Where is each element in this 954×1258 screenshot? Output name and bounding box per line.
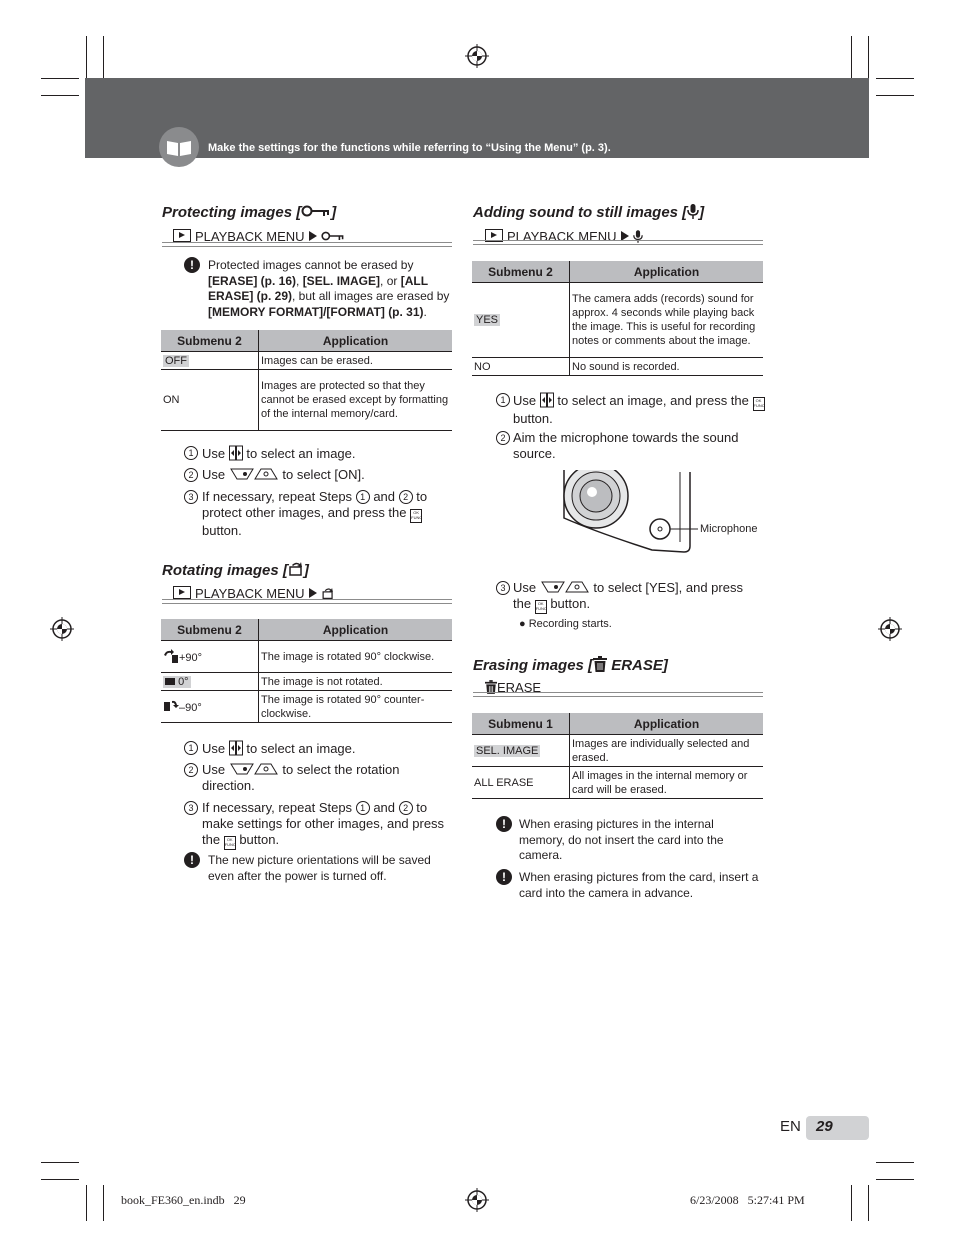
table-row: NO No sound is recorded.	[472, 358, 763, 376]
table-row: 0° The image is not rotated.	[161, 673, 452, 691]
registration-mark-icon	[465, 1188, 489, 1212]
caution-icon: !	[184, 257, 200, 273]
crop-mark	[86, 1185, 87, 1221]
divider	[473, 240, 763, 245]
footer-file: book_FE360_en.indb 29	[121, 1193, 246, 1207]
step-sound-1: Use to select an image, and press the OK FUNC button.	[513, 393, 765, 426]
crop-mark	[876, 95, 914, 96]
bullet-icon: ●	[519, 618, 526, 630]
registration-mark-icon	[878, 617, 902, 641]
language-label: EN	[780, 1118, 801, 1135]
table-row: SEL. IMAGE Images are individually selected and erased.	[472, 735, 763, 767]
crop-mark	[41, 78, 79, 79]
step-number: 1	[184, 446, 198, 460]
caution-icon: !	[184, 852, 200, 868]
caution-protect: Protected images cannot be erased by [ERASE] (p. 16), [SEL. IMAGE], or [ALL ERASE] (p. 29), but all images are erased by [MEMORY FORMAT]/[FORMAT] (p. 31).	[208, 258, 450, 319]
crop-mark	[876, 1162, 914, 1163]
rotate-icon	[288, 561, 304, 577]
rotate-table: Submenu 2 Application +90° The image is rotated 90° clockwise. 0° The image is not rotated. –90° The image is rotated 90° counter-clockwise.	[161, 619, 452, 723]
step-rotate-2: Use to select the rotation direction.	[202, 762, 400, 793]
table-row: ON Images are protected so that they cannot be erased except by formatting of the internal memory/card.	[161, 370, 452, 431]
crop-mark	[868, 1185, 869, 1221]
table-row: OFF Images can be erased.	[161, 352, 452, 370]
section-title-sound: Adding sound to still images [ ]	[473, 204, 705, 221]
step-number: 2	[184, 763, 198, 777]
step-number: 1	[184, 741, 198, 755]
ok-func-button-icon: OK FUNC	[753, 397, 765, 411]
ok-func-button-icon: OK FUNC	[410, 509, 422, 523]
sound-table: Submenu 2 Application YES The camera adds (records) sound for approx. 4 seconds while playing back the image. This is useful for recording notes or comments about the image. NO No sound is recorded.	[472, 261, 763, 376]
table-row: ALL ERASE All images in the internal memory or card will be erased.	[472, 767, 763, 799]
key-icon	[321, 231, 345, 241]
playback-icon	[173, 229, 191, 242]
menu-path-erase: ERASE	[485, 680, 541, 695]
rotate-counter-clockwise-icon	[163, 699, 179, 713]
step-sound-2: Aim the microphone towards the sound source.	[513, 430, 739, 461]
crop-mark	[876, 1179, 914, 1180]
section-title-rotate: Rotating images [ ]	[162, 562, 309, 579]
crop-mark	[851, 1185, 852, 1221]
microphone-icon	[687, 204, 699, 219]
caution-erase-1: When erasing pictures in the internal memory, do not insert the card into the camera.	[519, 817, 724, 862]
divider	[162, 242, 452, 247]
left-right-arrows-icon	[229, 445, 243, 461]
left-right-arrows-icon	[229, 740, 243, 756]
camera-microphone-illustration	[556, 470, 766, 556]
page-number: 29	[816, 1118, 833, 1135]
footer-date: 6/23/2008 5:27:41 PM	[690, 1193, 805, 1207]
key-icon	[301, 205, 331, 217]
section-title-protect: Protecting images [ ]	[162, 204, 337, 221]
step-rotate-1: Use to select an image.	[202, 741, 356, 756]
caution-erase-2: When erasing pictures from the card, insert a card into the camera in advance.	[519, 870, 759, 900]
protect-table: Submenu 2 Application OFF Images can be erased. ON Images are protected so that they cannot be erased except by formatting of the internal memory/card.	[161, 330, 452, 431]
step-protect-3: If necessary, repeat Steps 1 and 2 to protect other images, and press the OK FUNC button.	[202, 489, 428, 538]
menu-path-protect: PLAYBACK MENU	[173, 229, 345, 244]
arrow-icon	[309, 231, 317, 241]
step-number: 3	[184, 801, 198, 815]
up-down-arrows-icon	[229, 468, 279, 480]
step-protect-2: Use to select [ON].	[202, 467, 365, 482]
table-row: YES The camera adds (records) sound for approx. 4 seconds while playing back the image. This is useful for recording notes or comments about the image.	[472, 283, 763, 358]
rotate-clockwise-icon	[163, 649, 179, 663]
caution-icon: !	[496, 816, 512, 832]
table-row: –90° The image is rotated 90° counter-clockwise.	[161, 691, 452, 723]
step-number: 1	[496, 393, 510, 407]
erase-table: Submenu 1 Application SEL. IMAGE Images are individually selected and erased. ALL ERASE All images in the internal memory or card will be erased.	[472, 713, 763, 799]
microphone-label: Microphone	[700, 523, 758, 535]
caution-rotate: The new picture orientations will be saved even after the power is turned off.	[208, 853, 431, 883]
divider	[473, 692, 763, 697]
step-rotate-3: If necessary, repeat Steps 1 and 2 to make settings for other images, and press the OK FUNC button.	[202, 800, 454, 850]
crop-mark	[41, 1179, 79, 1180]
section-title-erase: Erasing images [ ERASE]	[473, 657, 668, 674]
step-number: 2	[184, 468, 198, 482]
crop-mark	[41, 1162, 79, 1163]
landscape-icon	[165, 678, 175, 685]
left-right-arrows-icon	[540, 392, 554, 408]
registration-mark-icon	[465, 44, 489, 68]
crop-mark	[103, 1185, 104, 1221]
ok-func-button-icon: OK FUNC	[224, 836, 236, 850]
crop-mark	[876, 78, 914, 79]
divider	[162, 599, 452, 604]
up-down-arrows-icon	[229, 763, 279, 775]
ok-func-button-icon: OK FUNC	[535, 600, 547, 614]
header-note: Make the settings for the functions while referring to “Using the Menu” (p. 3).	[208, 142, 611, 154]
arrow-icon	[309, 588, 317, 598]
registration-mark-icon	[50, 617, 74, 641]
step-number: 2	[496, 431, 510, 445]
step-number: 3	[496, 581, 510, 595]
menu-path-rotate: PLAYBACK MENU	[173, 586, 335, 601]
playback-icon	[173, 586, 191, 599]
up-down-arrows-icon	[540, 581, 590, 593]
bullet-note: ● Recording starts.	[519, 618, 612, 630]
step-protect-1: Use to select an image.	[202, 446, 356, 461]
menu-path-sound: PLAYBACK MENU	[485, 229, 643, 244]
table-row: +90° The image is rotated 90° clockwise.	[161, 641, 452, 673]
step-number: 3	[184, 490, 198, 504]
trash-icon	[593, 656, 607, 672]
caution-icon: !	[496, 869, 512, 885]
book-icon	[159, 127, 199, 167]
crop-mark	[41, 95, 79, 96]
step-sound-3: Use to select [YES], and press the OK FUNC button.	[513, 580, 761, 614]
